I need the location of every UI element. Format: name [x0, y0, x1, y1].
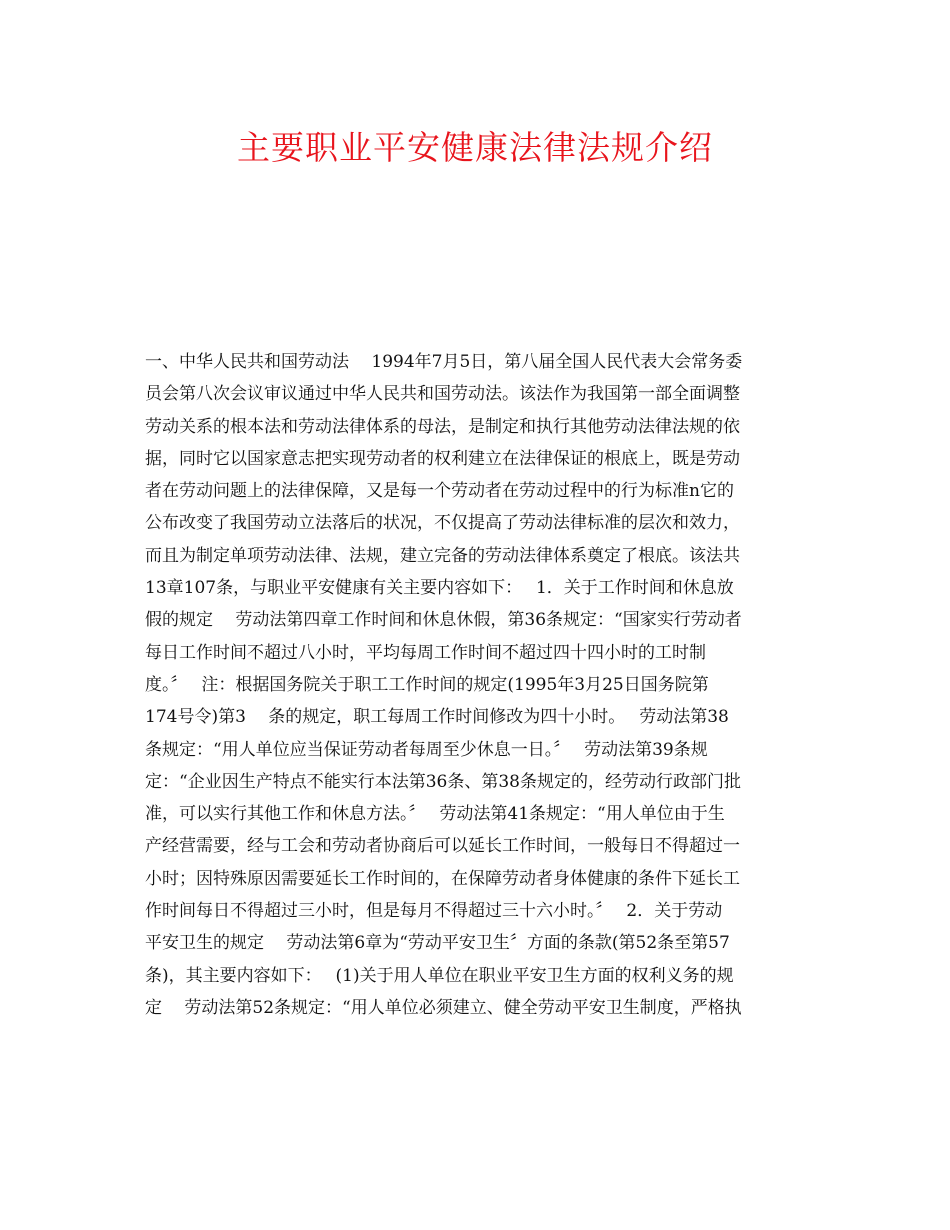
body-line: 条)，其主要内容如下： (1)关于用人单位在职业平安卫生方面的权利义务的规	[145, 965, 734, 986]
document-title: 主要职业平安健康法律法规介绍	[237, 128, 713, 167]
body-line: 定：“企业因生产特点不能实行本法第36条、第38条规定的，经劳动行政部门批	[145, 771, 741, 792]
body-line: 条规定：“用人单位应当保证劳动者每周至少休息一日。〞 劳动法第39条规	[145, 739, 708, 760]
body-line: 13章107条，与职业平安健康有关主要内容如下： 1．关于工作时间和休息放	[145, 578, 734, 599]
body-line: 公布改变了我国劳动立法落后的状况，不仅提高了劳动法律标准的层次和效力，	[145, 513, 740, 534]
body-line: 定 劳动法第52条规定：“用人单位必须建立、健全劳动平安卫生制度，严格执	[145, 997, 742, 1018]
body-line: 员会第八次会议审议通过中华人民共和国劳动法。该法作为我国第一部全面调整	[145, 384, 740, 405]
body-line: 假的规定 劳动法第四章工作时间和休息休假，第36条规定：“国家实行劳动者	[145, 610, 742, 631]
body-line: 一、中华人民共和国劳动法 1994年7月5日，第八届全国人民代表大会常务委	[145, 352, 743, 372]
body-line: 产经营需要，经与工会和劳动者协商后可以延长工作时间，一般每日不得超过一	[145, 836, 740, 857]
body-line: 劳动关系的根本法和劳动法律体系的母法，是制定和执行其他劳动法律法规的依	[145, 416, 740, 437]
body-line: 度。〞 注：根据国务院关于职工工作时间的规定(1995年3月25日国务院第	[145, 674, 709, 695]
body-line: 准，可以实行其他工作和休息方法。〞 劳动法第41条规定：“用人单位由于生	[145, 804, 725, 825]
body-line: 作时间每日不得超过三小时，但是每月不得超过三十六小时。〞 2．关于劳动	[145, 901, 723, 922]
body-line: 者在劳动问题上的法律保障，又是每一个劳动者在劳动过程中的行为标准n它的	[145, 481, 734, 502]
body-line: 而且为制定单项劳动法律、法规，建立完备的劳动法律体系奠定了根底。该法共	[145, 545, 740, 566]
body-line: 每日工作时间不超过八小时，平均每周工作时间不超过四十四小时的工时制	[145, 642, 706, 663]
document-body	[145, 346, 805, 1024]
body-line: 平安卫生的规定 劳动法第6章为“劳动平安卫生〞方面的条款(第52条至第57	[145, 933, 730, 954]
body-line: 据，同时它以国家意志把实现劳动者的权利建立在法律保证的根底上，既是劳动	[145, 448, 740, 469]
body-line: 小时；因特殊原因需要延长工作时间的，在保障劳动者身体健康的条件下延长工	[145, 868, 740, 889]
body-line: 174号令)第3 条的规定，职工每周工作时间修改为四十小时。 劳动法第38	[145, 707, 729, 728]
